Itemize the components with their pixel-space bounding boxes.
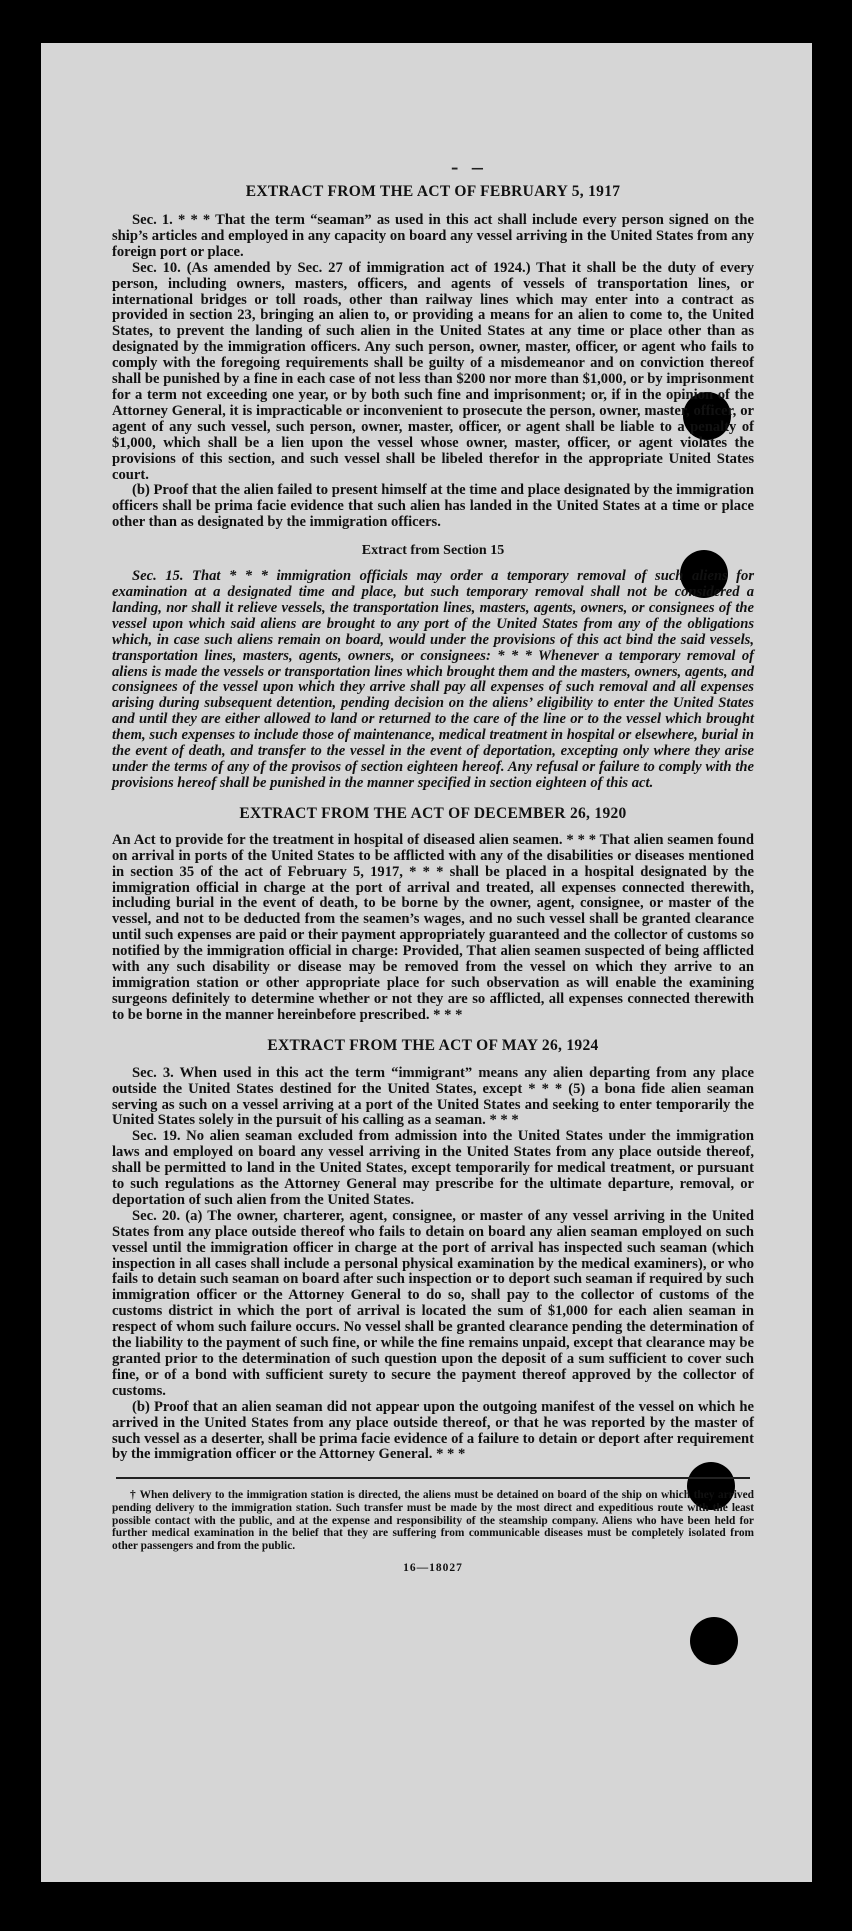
- paragraph-sec-19: Sec. 19. No alien seaman excluded from admission into the United States under the immigration laws and employed on board any vessel arriving in the United States from any place outside thereof, shall be permitted to land in the United States, except temporarily for medical treatment, or pursuant to such regulations as the Attorney General may prescribe for the ultimate departure, removal, or deportation of such alien from the United States.: [112, 1128, 754, 1208]
- heading-section-15: Extract from Section 15: [361, 543, 505, 559]
- document-page: [41, 43, 812, 1882]
- paragraph-sec-10-b: (b) Proof that the alien failed to present himself at the time and place designated by the immigration officers shall be prima facie evidence that such alien has landed in the United States at a time or place other than as designated by the immigration officers.: [112, 482, 754, 531]
- paragraph-sec-10: Sec. 10. (As amended by Sec. 27 of immigration act of 1924.) That it shall be the duty of every person, including owners, masters, officers, and agents of vessels of transportation lines, or international bridges or toll roads, other than railway lines which may enter into a contract as provided in section 23, bringing an alien to, or providing a means for an alien to come to, the United States, to prevent the landing of such alien in the United States at any time or place other than as designated by the immigration officers. Any such person, owner, master, officer, or agent who fails to comply with the foregoing requirements shall be guilty of a misdemeanor and on conviction thereof shall be punished by a fine in each case of not less than $200 nor more than $1,000, or by imprisonment for a term not exceeding one year, or by both such fine and imprisonment; or, if in the opinion of the Attorney General, it is impracticable or inconvenient to prosecute the person, owner, master, officer, or agent of any such vessel, such person, owner, master, officer, or agent shall be liable to a penalty of $1,000, which shall be a lien upon the vessel whose owner, master, officer, or agent violates the provisions of this section, and such vessel shall be libeled therefor in the appropriate United States court.: [112, 259, 754, 483]
- paragraph-act-1920: An Act to provide for the treatment in hospital of diseased alien seamen. * * * That alien seamen found on arrival in ports of the United States to be afflicted with any of the disabilities or diseases mentioned in section 35 of the act of February 5, 1917, * * * shall be placed in a hospital designated by the immigration official in charge at the port of arrival and treated, all expenses connected therewith, including burial in the event of death, to be borne by the owner, agent, consignee, or master of the vessel, and not to be deducted from the seamen’s wages, and no such vessel shall be granted clearance until such expenses are paid or their payment appropriately guaranteed and the collector of customs so notified by the immigration official in charge: Provided, That alien seamen suspected of being afflicted with any such disability or disease may be removed from the vessel on which they arrive to an immigration station or other appropriate place for such observation as will enable the examining surgeons definitely to determine whether or not they are so afflicted, all expenses connected therewith to be borne in the manner hereinbefore prescribed. * * *: [112, 831, 754, 1023]
- paragraph-sec-15: Sec. 15. That * * * immigration officials may order a temporary removal of such aliens for examination at a designated time and place, but such temporary removal shall not be considered a landing, nor shall it relieve vessels, the transportation lines, masters, agents, owners, or consignees of the vessel upon which said aliens are brought to any port of the United States from any of the obligations which, in case such aliens remain on board, would under the provisions of this act bind the said vessels, transportation lines, masters, agents, owners, or consignees: * * * Whenever a temporary removal of aliens is made the vessels or transportation lines which brought them and the masters, owners, agents, and consignees of the vessel upon which they arrive shall pay all expenses of such removal and all expenses arising during subsequent detention, pending decision on the aliens’ eligibility to enter the United States and until they are either allowed to land or returned to the care of the line or to the vessel which brought them, such expenses to include those of maintenance, medical treatment in hospital or elsewhere, burial in the event of death, and transfer to the vessel in the event of deportation, excepting only where they arise under the terms of any of the provisos of section eighteen hereof. Any refusal or failure to comply with the provisions hereof shall be punished in the manner specified in section eighteen of this act.: [112, 568, 754, 791]
- paragraph-sec-20: Sec. 20. (a) The owner, charterer, agent, consignee, or master of any vessel arriving in the United States from any place outside thereof who fails to detain on board any alien seaman employed on such vessel until the immigration officer in charge at the port of arrival has inspected such seaman (which inspection in all cases shall include a personal physical examination by the medical examiners), or who fails to detain such seaman on board after such inspection or to deport such seaman if required by such immigration officer or the Attorney General to do so, shall pay to the collector of customs of the customs district in which the port of arrival is located the sum of $1,000 for each alien seaman in respect of whom such failure occurs. No vessel shall be granted clearance pending the determination of the liability to the payment of such fine, or while the fine remains unpaid, except that clearance may be granted prior to the determination of such question upon the deposit of a sum sufficient to cover such fine, or of a bond with sufficient surety to secure the payment thereof approved by the collector of customs.: [112, 1207, 754, 1399]
- paragraph-sec-1: Sec. 1. * * * That the term “seaman” as used in this act shall include every person signed on the ship’s articles and employed in any capacity on board any vessel arriving in the United States from any foreign port or place.: [112, 212, 754, 260]
- paragraph-sec-20-b: (b) Proof that an alien seaman did not appear upon the outgoing manifest of the vessel on which he arrived in the United States from any place outside thereof, or that he was reported by the master of such vessel as a deserter, shall be prima facie evidence of a failure to detain or deport after requirement by the immigration officer or the Attorney General. * * *: [112, 1398, 754, 1463]
- footnote: † When delivery to the immigration station is directed, the aliens must be detained on board of the ship on which they arrived pending delivery to the immigration station. Such transfer must be made by the most direct and expeditious route with the least possible contact with the public, and at the expense and responsibility of the steamship company. Aliens who have been held for further medical examination in the belief that they are suffering from communicable diseases must be completely isolated from other passengers and from the public.: [112, 1489, 754, 1552]
- heading-act-1924: EXTRACT FROM THE ACT OF MAY 26, 1924: [267, 1036, 599, 1054]
- heading-act-1920: EXTRACT FROM THE ACT OF DECEMBER 26, 1920: [239, 804, 627, 822]
- top-mark: - –: [451, 154, 487, 179]
- paragraph-sec-3: Sec. 3. When used in this act the term “immigrant” means any alien departing from any place outside the United States destined for the United States, except * * * (5) a bona fide alien seaman serving as such on a vessel arriving at a port of the United States and seeking to enter temporarily the United States solely in the pursuit of his calling as a seaman. * * *: [112, 1064, 754, 1129]
- footnote-divider: [116, 1477, 750, 1479]
- document-body: [112, 183, 754, 1574]
- heading-act-1917: EXTRACT FROM THE ACT OF FEBRUARY 5, 1917: [245, 183, 621, 200]
- form-number: 16—18027: [403, 1562, 463, 1575]
- punch-hole: [690, 1617, 738, 1665]
